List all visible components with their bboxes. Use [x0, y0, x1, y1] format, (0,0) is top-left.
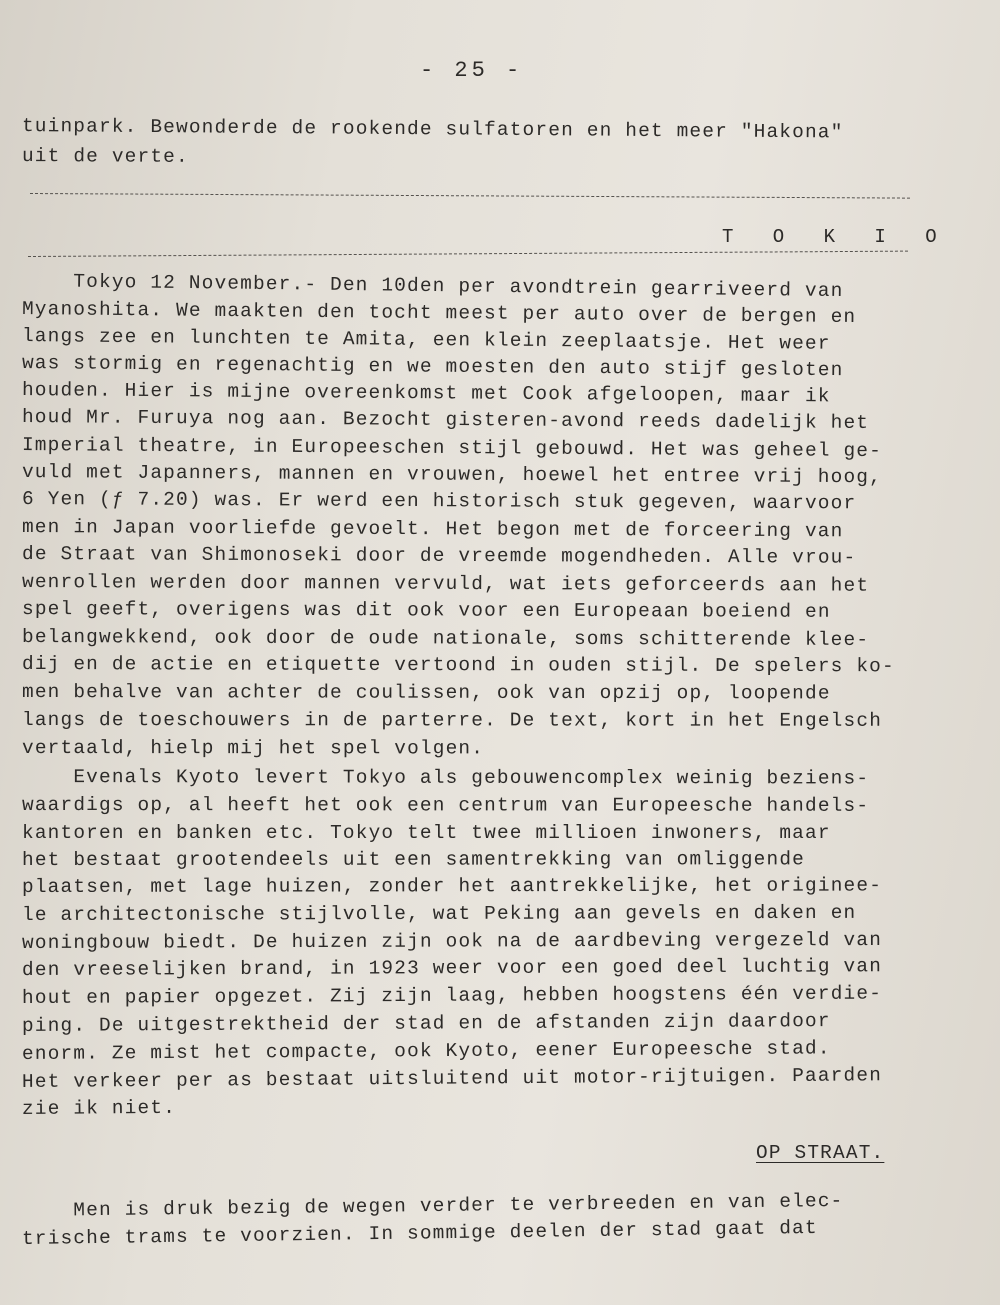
tokio-line: ping. De uitgestrektheid der stad en de afstanden zijn daardoor [21, 1010, 831, 1037]
tokio-line: men behalve van achter de coulissen, ook van opzij op, loopende [21, 681, 831, 705]
tokio-line: men in Japan voorliefde gevoelt. Het begon met de forceering van [21, 516, 844, 543]
tokio-line: belangwekkend, ook door de oude nationale, soms schitterende klee- [21, 626, 870, 651]
tokio-line: Evenals Kyoto levert Tokyo als gebouwencomplex weinig beziens- [21, 766, 870, 790]
tokio-line: vuld met Japanners, mannen en vrouwen, hoewel het entree vrij hoog, [21, 461, 883, 489]
tokio-line: het bestaat grootendeels uit een samentrekking van omliggende [21, 848, 806, 871]
tokio-line: waardigs op, al heeft het ook een centrum van Europeesche handels- [21, 794, 870, 817]
tokio-line: Tokyo 12 November.- Den 10den per avondtrein gearriveerd van [21, 270, 844, 303]
tokio-line: plaatsen, met lage huizen, zonder het aantrekkelijke, het origineе- [21, 874, 883, 898]
intro-line-2: uit de verte. [21, 145, 189, 168]
tokio-line: Myanoshita. We maakten den tocht meest per auto over de bergen en [21, 298, 857, 329]
page-number: - 25 - [420, 58, 524, 83]
tokio-line: vertaald, hielp mij het spel volgen. [21, 737, 485, 760]
tokio-line: Imperial theatre, in Europeeschen stijl gebouwd. Het was geheel ge- [21, 434, 883, 463]
tokio-line: enorm. Ze mist het compacte, ook Kyoto, eener Europeesche stad. [21, 1037, 831, 1065]
tokio-line: 6 Yen (ƒ 7.20) was. Er werd een historisch stuk gegeven, waarvoor [21, 488, 857, 515]
tokio-line: wenrollen werden door mannen vervuld, wat iets geforceerds aan het [21, 571, 870, 597]
tokio-line: langs zee en lunchten te Amita, een klein zeeplaatsje. Het weer [21, 325, 831, 355]
section-heading-tokio: T O K I O [722, 226, 951, 248]
tokio-line: de Straat van Shimonoseki door de vreemde mogendheden. Alle vrou- [21, 543, 857, 569]
op-straat-line-2: trische trams te voorzien. In sommige deelen der stad gaat dat [21, 1216, 818, 1250]
tokio-line: kantoren en banken etc. Tokyo telt twee millioen inwoners, maar [22, 822, 831, 844]
tokio-line: houden. Hier is mijne overeenkomst met Cook afgeloopen, maar ik [21, 379, 831, 408]
tokio-line: den vreeselijken brand, in 1923 weer voor een goed deel luchtig van [21, 955, 883, 981]
tokio-line: Het verkeer per as bestaat uitsluitend uit motor-rijtuigen. Paarden [21, 1064, 883, 1093]
tokio-line: zie ik niet. [21, 1096, 177, 1120]
section-divider-bottom [28, 251, 908, 257]
tokio-line: was stormig en regenachtig en we moesten den auto stijf gesloten [21, 352, 844, 382]
tokio-line: woningbouw biedt. De huizen zijn ook na de aardbeving vergezeld van [21, 928, 883, 954]
section-heading-op-straat: OP STRAAT. [756, 1142, 885, 1164]
tokio-line: spel geeft, overigens was dit ook voor een Europeaan boeiend en [21, 598, 831, 623]
section-divider-top [30, 193, 910, 199]
op-straat-line-1: Men is druk bezig de wegen verder te verbreeden en van elec- [21, 1189, 844, 1222]
tokio-line: hout en papier opgezet. Zij zijn laag, hebben hoogstens één verdie- [21, 982, 883, 1009]
tokio-line: houd Mr. Furuya nog aan. Bezocht gisteren-avond reeds dadelijk het [21, 406, 870, 434]
tokio-line: langs de toeschouwers in de parterre. De text, kort in het Engelsch [21, 709, 883, 732]
intro-line-1: tuinpark. Bewonderde de rookende sulfatoren en het meer "Hakona" [21, 115, 844, 144]
tokio-line: dij en de actie en etiquette vertoond in ouden stijl. De spelers ko- [21, 653, 895, 678]
tokio-line: le architectonische stijlvolle, wat Peking aan gevels en daken en [21, 901, 857, 926]
